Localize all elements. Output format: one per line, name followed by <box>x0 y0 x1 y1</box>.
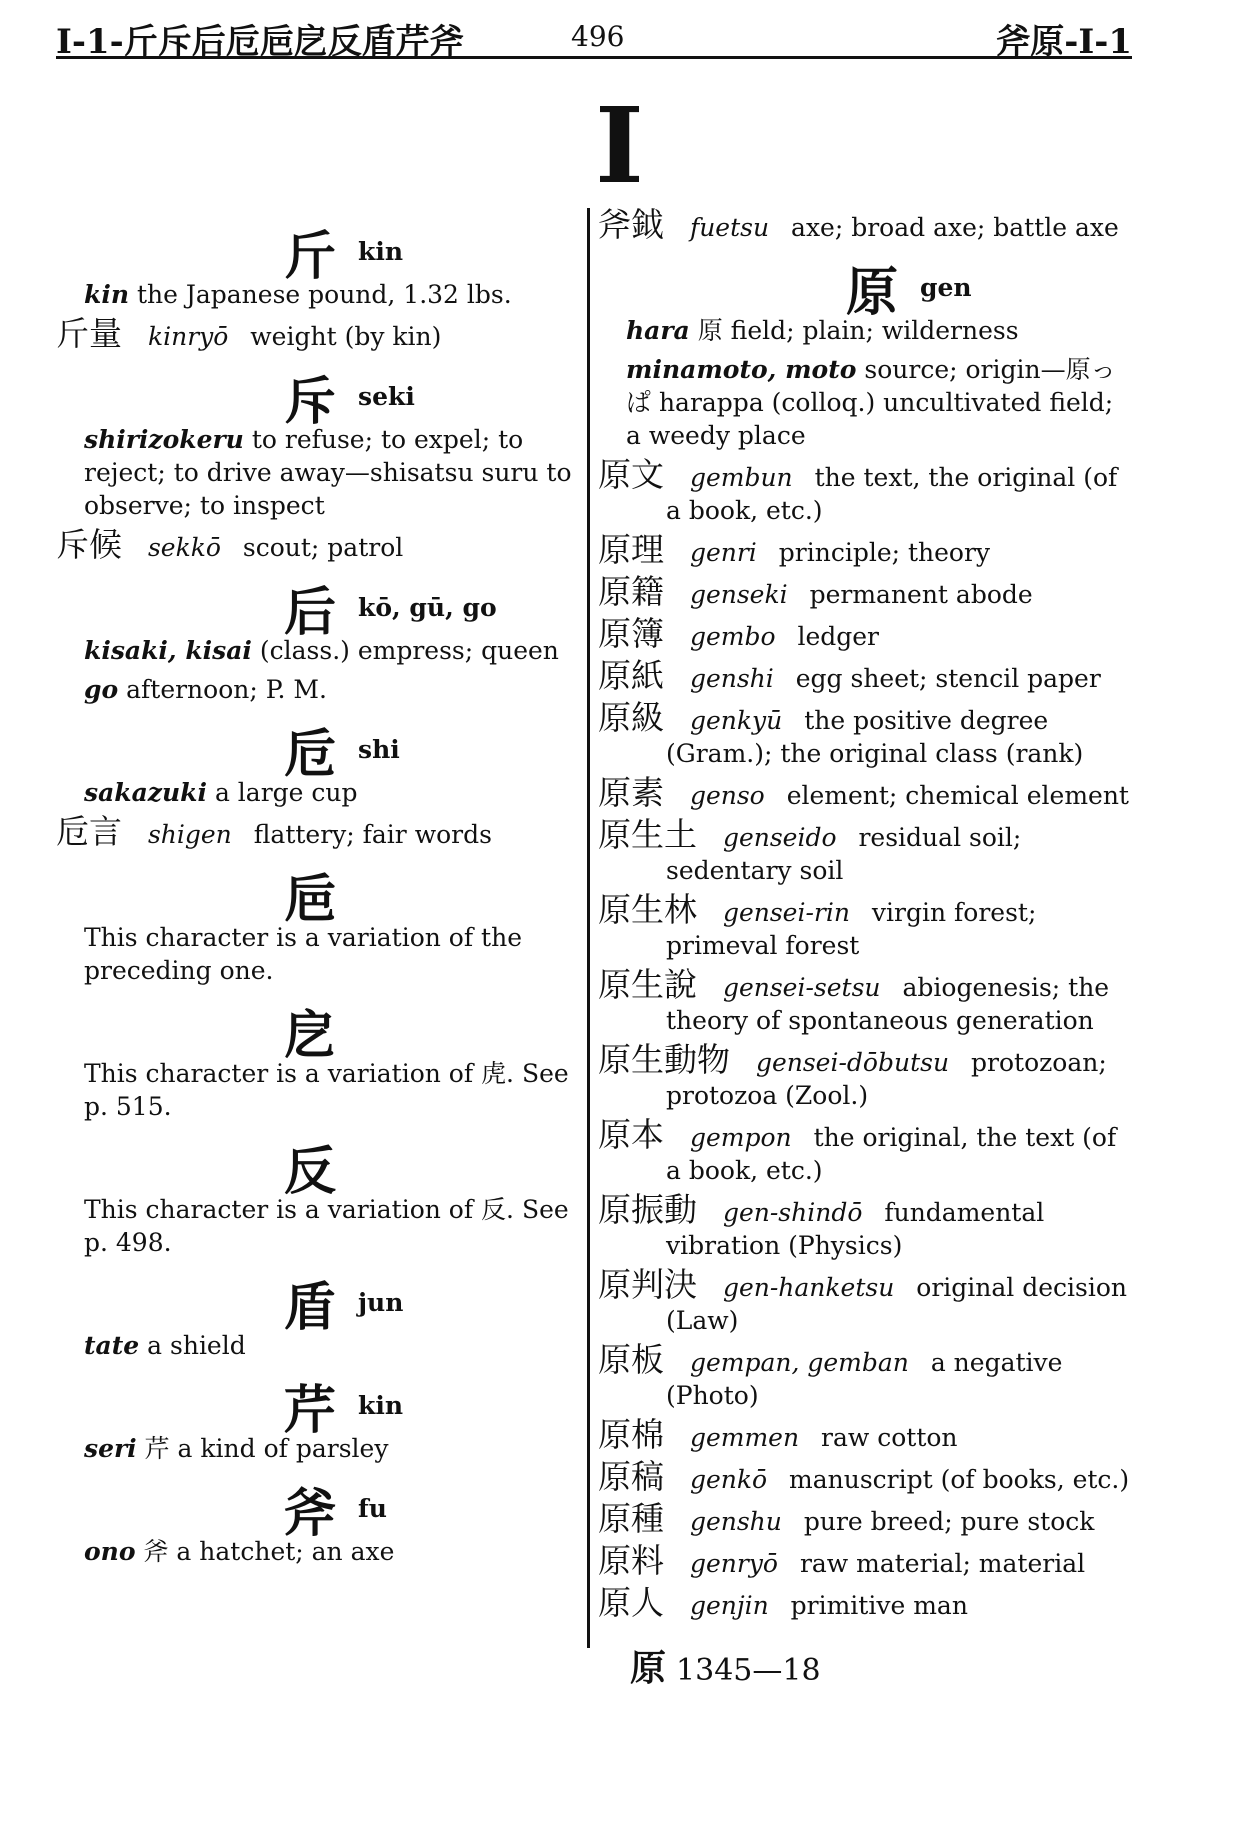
entry-headword: minamoto, moto <box>626 355 857 384</box>
radical-reading: gen <box>920 273 972 302</box>
header-left: I-1-斤斥后卮巵戹反盾芹斧 <box>56 22 464 62</box>
radical-reading: seki <box>358 382 415 411</box>
radical-kanji: 反 <box>284 1141 337 1202</box>
compound-kanji: 原生說 <box>598 965 697 1004</box>
compound-entry <box>56 525 576 564</box>
compound-kanji: 卮言 <box>56 812 122 851</box>
compound-romaji: gensei-setsu <box>722 973 881 1002</box>
compound-definition: manuscript (of books, etc.) <box>789 1465 1130 1494</box>
variant-note: This character is a variation of the preceding one. <box>84 923 522 985</box>
compound-definition: axe; broad axe; battle axe <box>791 213 1119 242</box>
footer <box>630 1640 821 1691</box>
compound-kanji: 原本 <box>598 1115 664 1154</box>
entry-headword: kin <box>84 280 129 309</box>
reading-entry <box>56 423 576 522</box>
compound-kanji: 原素 <box>598 773 664 812</box>
compound-kanji: 原稿 <box>598 1457 664 1496</box>
right-column <box>598 205 1132 1628</box>
compound-entry <box>598 965 1132 1037</box>
compound-definition: residual soil; sedentary soil <box>666 823 1022 885</box>
radical-kanji: 芹 <box>284 1380 337 1441</box>
compound-definition: virgin forest; primeval forest <box>666 898 1037 960</box>
compound-definition: principle; theory <box>778 538 991 567</box>
compound-kanji: 原級 <box>598 698 664 737</box>
radical-heading <box>56 214 576 287</box>
footer-kanji: 原 <box>630 1647 667 1689</box>
entry-definition: to refuse; to expel; to reject; to drive away—shisatsu suru to observe; to inspect <box>84 425 572 520</box>
compound-kanji: 原生土 <box>598 815 697 854</box>
reading-entry <box>56 776 576 809</box>
radical-heading <box>56 1265 576 1338</box>
entry-definition: a large cup <box>214 778 358 807</box>
compound-entry <box>56 314 576 353</box>
radical-reading: kō, gū, go <box>358 593 497 622</box>
compound-entry <box>598 614 1132 653</box>
compound-definition: the text, the original (of a book, etc.) <box>666 463 1118 525</box>
compound-entry <box>598 815 1132 887</box>
compound-entry <box>598 1340 1132 1412</box>
compound-romaji: genjin <box>689 1591 769 1620</box>
entry-headword: hara <box>626 316 690 345</box>
compound-definition: protozoan; protozoa (Zool.) <box>666 1048 1107 1110</box>
compound-kanji: 斤量 <box>56 314 122 353</box>
variant-note: This character is a variation of 反. See p. 498. <box>84 1195 569 1257</box>
compound-entry <box>598 1190 1132 1262</box>
compound-entry <box>598 572 1132 611</box>
compound-definition: the positive degree (Gram.); the original class (rank) <box>666 706 1084 768</box>
radical-kanji: 斤 <box>284 226 337 287</box>
compound-definition: raw cotton <box>821 1423 958 1452</box>
reading-entry <box>56 634 576 667</box>
reading-entry <box>56 1535 576 1568</box>
compound-romaji: genshi <box>689 664 774 693</box>
compound-kanji: 原振動 <box>598 1190 697 1229</box>
compound-entry <box>598 890 1132 962</box>
entry-headword: kisaki, kisai <box>84 636 252 665</box>
compound-kanji: 原種 <box>598 1499 664 1538</box>
compound-romaji: genkō <box>689 1465 768 1494</box>
compound-definition: abiogenesis; the theory of spontaneous generation <box>666 973 1110 1035</box>
radical-heading <box>56 1129 576 1202</box>
compound-romaji: genshu <box>689 1507 782 1536</box>
compound-entry <box>598 1583 1132 1622</box>
radical-reading: shi <box>358 735 400 764</box>
page-header <box>56 8 1132 62</box>
entry-definition: source; origin—原っぱ harappa (colloq.) uncultivated field; a weedy place <box>626 355 1116 450</box>
compound-definition: permanent abode <box>809 580 1033 609</box>
entry-headword: go <box>84 675 119 704</box>
compound-definition: pure breed; pure stock <box>803 1507 1095 1536</box>
compound-entry <box>598 455 1132 527</box>
compound-romaji: genkyū <box>689 706 783 735</box>
compound-romaji: gensei-rin <box>722 898 850 927</box>
compound-entry <box>598 205 1132 244</box>
compound-kanji: 原判決 <box>598 1265 697 1304</box>
entry-definition: 原 field; plain; wilderness <box>697 316 1019 345</box>
entry-headword: seri <box>84 1434 137 1463</box>
radical-heading <box>56 570 576 643</box>
radical-heading <box>56 993 576 1066</box>
entry-headword: tate <box>84 1331 140 1360</box>
compound-definition: primitive man <box>790 1591 968 1620</box>
radical-reading: jun <box>358 1288 404 1317</box>
compound-kanji: 原紙 <box>598 656 664 695</box>
compound-definition: original decision (Law) <box>666 1273 1127 1335</box>
radical-kanji: 原 <box>846 262 899 323</box>
compound-definition: element; chemical element <box>786 781 1129 810</box>
compound-kanji: 斥候 <box>56 525 122 564</box>
compound-definition: scout; patrol <box>242 533 404 562</box>
compound-kanji: 斧鉞 <box>598 205 664 244</box>
entry-headword: sakazuki <box>84 778 207 807</box>
radical-heading <box>56 1471 576 1544</box>
compound-kanji: 原棉 <box>598 1415 664 1454</box>
left-column <box>56 208 576 1574</box>
compound-romaji: genseki <box>689 580 788 609</box>
compound-entry <box>598 1499 1132 1538</box>
compound-definition: a negative (Photo) <box>666 1348 1063 1410</box>
entry-definition: 斧 a hatchet; an axe <box>143 1537 395 1566</box>
radical-heading <box>56 712 576 785</box>
compound-kanji: 原板 <box>598 1340 664 1379</box>
compound-romaji: shigen <box>147 820 232 849</box>
compound-romaji: gen-hanketsu <box>722 1273 895 1302</box>
compound-romaji: gemmen <box>689 1423 800 1452</box>
radical-kanji: 斧 <box>284 1483 337 1544</box>
compound-romaji: sekkō <box>147 533 221 562</box>
compound-romaji: gen-shindō <box>722 1198 863 1227</box>
compound-kanji: 原料 <box>598 1541 664 1580</box>
section-letter: I <box>595 84 644 207</box>
entry-definition: the Japanese pound, 1.32 lbs. <box>136 280 512 309</box>
compound-entry <box>56 812 576 851</box>
entry-definition: 芹 a kind of parsley <box>144 1434 389 1463</box>
reading-entry <box>56 673 576 706</box>
compound-entry <box>598 1115 1132 1187</box>
compound-definition: the original, the text (of a book, etc.) <box>666 1123 1117 1185</box>
compound-definition: fundamental vibration (Physics) <box>666 1198 1045 1260</box>
radical-heading <box>56 1368 576 1441</box>
radical-kanji: 巵 <box>284 869 337 930</box>
reading-entry <box>56 1432 576 1465</box>
reading-entry <box>56 278 576 311</box>
compound-kanji: 原生動物 <box>598 1040 730 1079</box>
compound-entry <box>598 1265 1132 1337</box>
radical-reading: kin <box>358 1391 404 1420</box>
compound-kanji: 原生林 <box>598 890 697 929</box>
compound-definition: egg sheet; stencil paper <box>795 664 1101 693</box>
compound-entry <box>598 698 1132 770</box>
compound-romaji: gempan, gemban <box>689 1348 909 1377</box>
compound-entry <box>598 1541 1132 1580</box>
compound-entry <box>598 773 1132 812</box>
header-right: 斧原-I-1 <box>996 22 1132 62</box>
compound-entry <box>598 656 1132 695</box>
compound-entry <box>598 1415 1132 1454</box>
compound-definition: ledger <box>797 622 880 651</box>
column-divider <box>587 208 590 1648</box>
entry-definition: afternoon; P. M. <box>126 675 327 704</box>
compound-entry <box>598 1040 1132 1112</box>
compound-romaji: genso <box>689 781 765 810</box>
footer-code: 1345—18 <box>676 1653 821 1688</box>
radical-heading <box>56 359 576 432</box>
compound-entry <box>598 530 1132 569</box>
compound-romaji: gensei-dōbutsu <box>755 1048 950 1077</box>
compound-kanji: 原簿 <box>598 614 664 653</box>
compound-romaji: genryō <box>689 1549 778 1578</box>
radical-heading <box>56 857 576 930</box>
compound-kanji: 原文 <box>598 455 664 494</box>
compound-kanji: 原籍 <box>598 572 664 611</box>
radical-kanji: 盾 <box>284 1277 337 1338</box>
radical-reading: kin <box>358 237 404 266</box>
radical-kanji: 后 <box>284 582 337 643</box>
entry-headword: shirizokeru <box>84 425 244 454</box>
compound-romaji: gembun <box>689 463 793 492</box>
compound-romaji: genseido <box>722 823 837 852</box>
radical-kanji: 斥 <box>284 371 337 432</box>
compound-kanji: 原人 <box>598 1583 664 1622</box>
variant-note: This character is a variation of 虎. See p. 515. <box>84 1059 569 1121</box>
compound-kanji: 原理 <box>598 530 664 569</box>
compound-romaji: gempon <box>689 1123 792 1152</box>
page-number: 496 <box>571 20 625 53</box>
compound-romaji: genri <box>689 538 757 567</box>
reading-entry <box>598 353 1132 452</box>
radical-reading: fu <box>358 1494 387 1523</box>
radical-kanji: 戹 <box>284 1005 337 1066</box>
radical-heading <box>598 250 1132 323</box>
compound-entry <box>598 1457 1132 1496</box>
entry-definition: a shield <box>147 1331 246 1360</box>
compound-definition: weight (by kin) <box>250 322 442 351</box>
compound-romaji: gembo <box>689 622 776 651</box>
compound-definition: flattery; fair words <box>253 820 492 849</box>
compound-definition: raw material; material <box>799 1549 1086 1578</box>
compound-romaji: kinryō <box>147 322 229 351</box>
entry-definition: (class.) empress; queen <box>259 636 559 665</box>
radical-kanji: 卮 <box>284 724 337 785</box>
compound-romaji: fuetsu <box>689 213 770 242</box>
entry-headword: ono <box>84 1537 136 1566</box>
reading-entry <box>598 314 1132 347</box>
